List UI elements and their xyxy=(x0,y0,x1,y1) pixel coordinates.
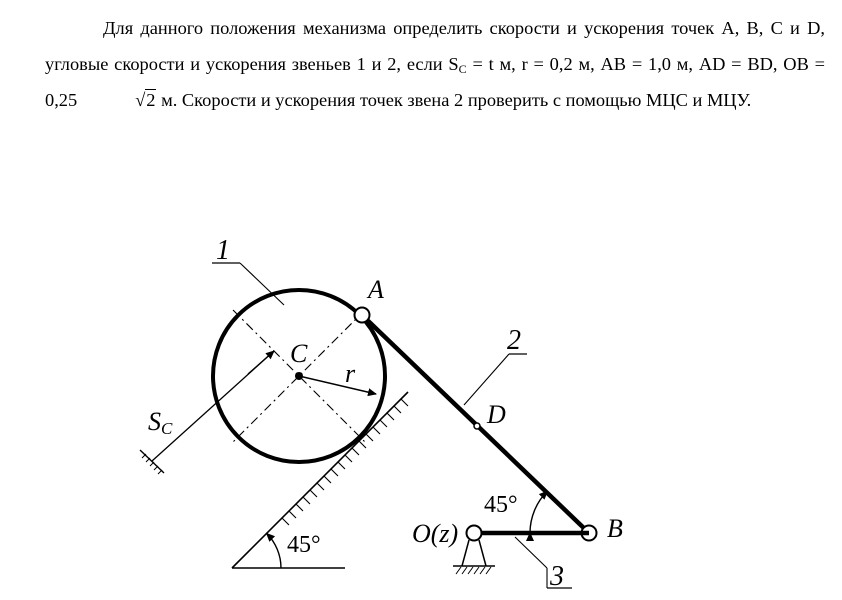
angle-b-label: 45° xyxy=(484,492,518,518)
sqrt-symbol: √2 xyxy=(135,90,156,110)
problem-text-part-1: Для данного положения механизма определить скорости и ускорения точек A, B, C и D, угловые скорости и ускорения звеньев 1 и 2, если S xyxy=(45,18,825,74)
angle-b-arc xyxy=(530,491,547,533)
label-o-z: O(z) xyxy=(412,519,459,548)
label-c: C xyxy=(290,339,308,368)
label-2-leader xyxy=(464,354,509,405)
label-sc xyxy=(148,407,173,438)
label-s: S xyxy=(148,407,161,436)
support-hatching xyxy=(456,567,491,574)
label-a: A xyxy=(368,275,384,304)
label-s-subscript: C xyxy=(161,419,173,438)
inclined-plane xyxy=(232,392,408,568)
sc-arrow xyxy=(248,351,274,374)
label-3-leader xyxy=(515,537,547,568)
problem-text-part-3: м. Скорости и ускорения точек звена 2 проверить с помощью МЦС и МЦУ. xyxy=(156,90,752,110)
incline-angle-label: 45° xyxy=(287,532,321,558)
support-leg-left xyxy=(462,540,469,566)
problem-subscript-c: C xyxy=(458,62,467,76)
incline-angle-arc xyxy=(267,533,281,568)
sqrt-argument: 2 xyxy=(146,90,156,110)
support-leg-right xyxy=(479,540,486,566)
sc-dimension xyxy=(140,351,274,474)
label-body-2: 2 xyxy=(507,325,521,356)
point-d xyxy=(474,423,480,429)
label-b: B xyxy=(607,514,623,543)
problem-text-part-2: = t м, r = 0,2 м, AB = 1,0 м, AD = BD, OB = 0,25 xyxy=(45,54,826,110)
label-d: D xyxy=(487,400,506,429)
pivot-o xyxy=(467,526,482,541)
sc-ground-hatching xyxy=(142,454,162,474)
joint-a xyxy=(355,308,370,323)
radius-r-arrow xyxy=(299,376,376,394)
label-body-1: 1 xyxy=(216,235,230,266)
disk-1 xyxy=(212,235,385,462)
label-r: r xyxy=(345,359,356,388)
label-body-3: 3 xyxy=(550,561,564,592)
